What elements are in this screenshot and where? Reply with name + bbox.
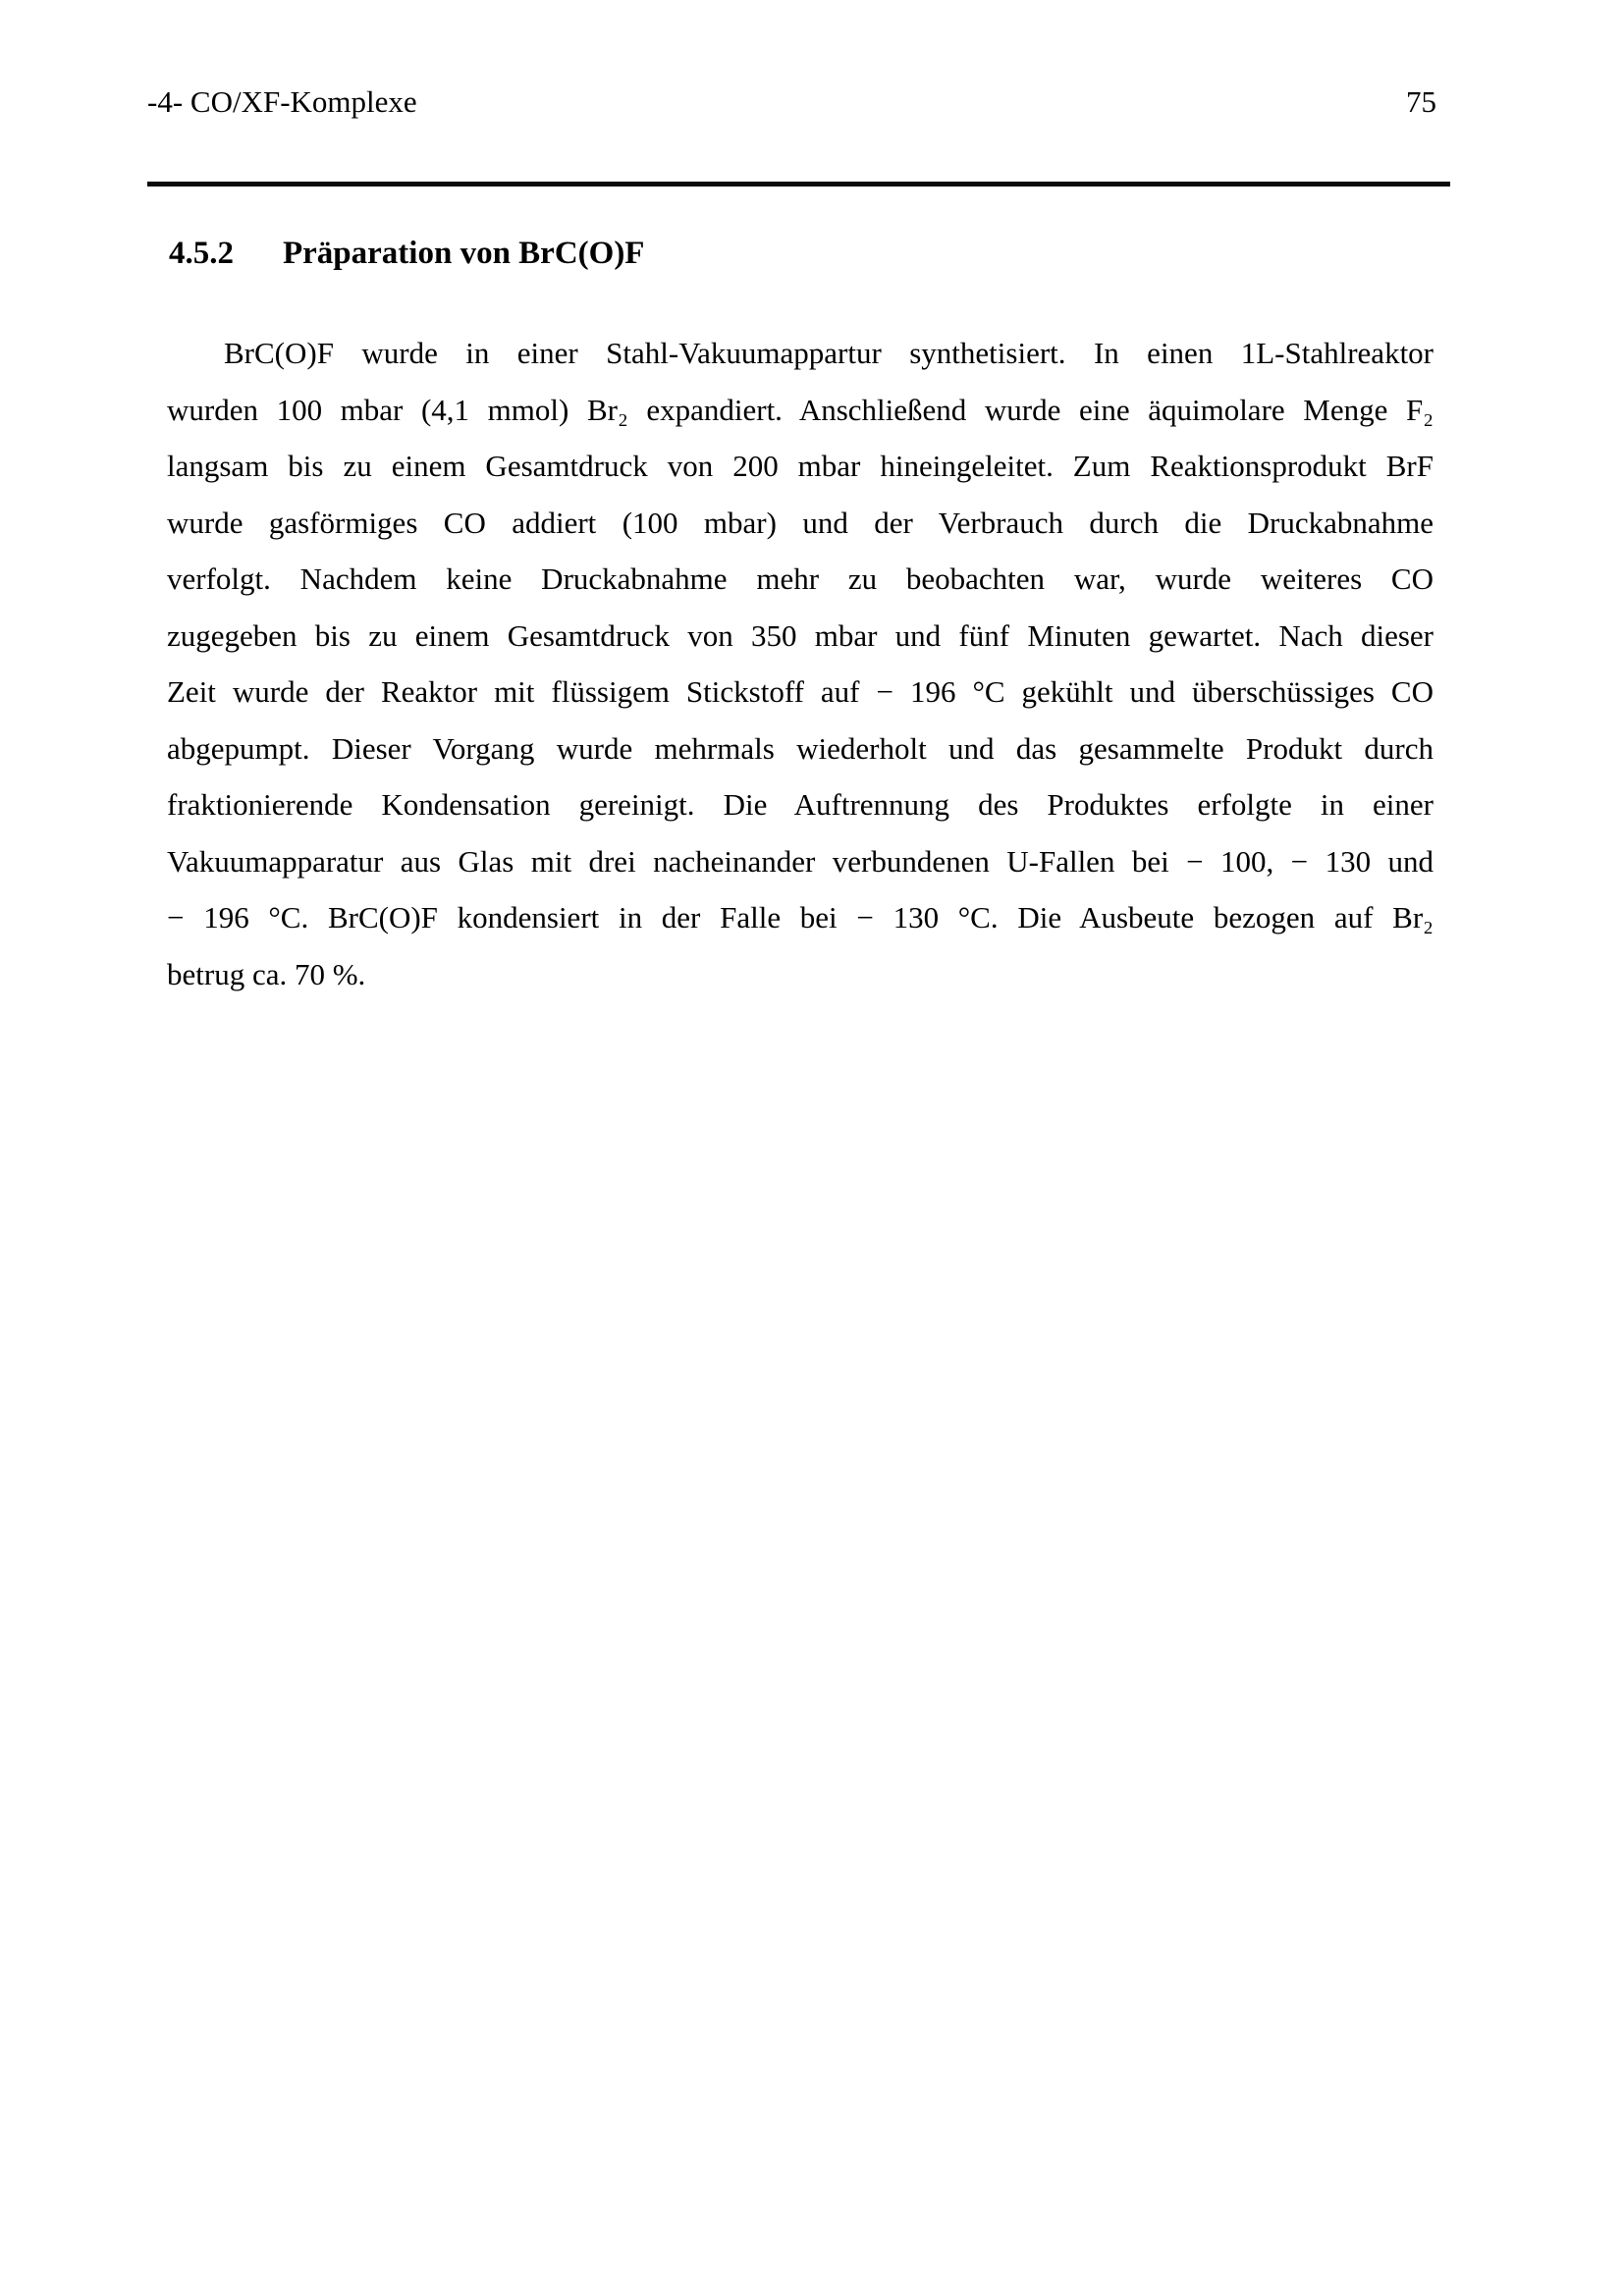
paragraph-line: Vakuumapparatur aus Glas mit drei nacheinander verbundenen U-Fallen bei − 100, − 130 und <box>167 843 1434 879</box>
header-rule <box>147 182 1450 187</box>
paragraph-line: BrC(O)F wurde in einer Stahl-Vakuumappartur synthetisiert. In einen 1L-Stahlreaktor <box>224 336 1434 370</box>
paragraph-line: fraktionierende Kondensation gereinigt. Die Auftrennung des Produktes erfolgte in einer <box>167 787 1434 822</box>
section-title: Präparation von BrC(O)F <box>283 236 645 271</box>
section-number: 4.5.2 <box>169 236 234 271</box>
paragraph-line: verfolgt. Nachdem keine Druckabnahme mehr zu beobachten war, wurde weiteres CO <box>167 561 1434 596</box>
body-paragraph <box>167 325 1434 1002</box>
paragraph-line: wurden 100 mbar (4,1 mmol) Br₂ expandiert. Anschließend wurde eine äquimolare Menge F₂ <box>167 392 1434 427</box>
paragraph-line: abgepumpt. Dieser Vorgang wurde mehrmals wiederholt und das gesammelte Produkt durch <box>167 730 1434 766</box>
paragraph-line: wurde gasförmiges CO addiert (100 mbar) und der Verbrauch durch die Druckabnahme <box>167 505 1434 540</box>
section-heading <box>169 234 644 273</box>
paragraph-line: − 196 °C. BrC(O)F kondensiert in der Falle bei − 130 °C. Die Ausbeute bezogen auf Br₂ <box>167 900 1434 934</box>
paragraph-line: zugegeben bis zu einem Gesamtdruck von 350 mbar und fünf Minuten gewartet. Nach dieser <box>167 617 1434 653</box>
paragraph-line: langsam bis zu einem Gesamtdruck von 200 mbar hineingeleitet. Zum Reaktionsprodukt BrF <box>167 449 1434 483</box>
paragraph-line: betrug ca. 70 %. <box>167 956 366 991</box>
page-header <box>147 84 1450 120</box>
running-title: -4- CO/XF-Komplexe <box>147 84 417 119</box>
paragraph-line: Zeit wurde der Reaktor mit flüssigem Stickstoff auf − 196 °C gekühlt und überschüssiges CO <box>167 674 1434 709</box>
page-number: 75 <box>1406 84 1436 119</box>
